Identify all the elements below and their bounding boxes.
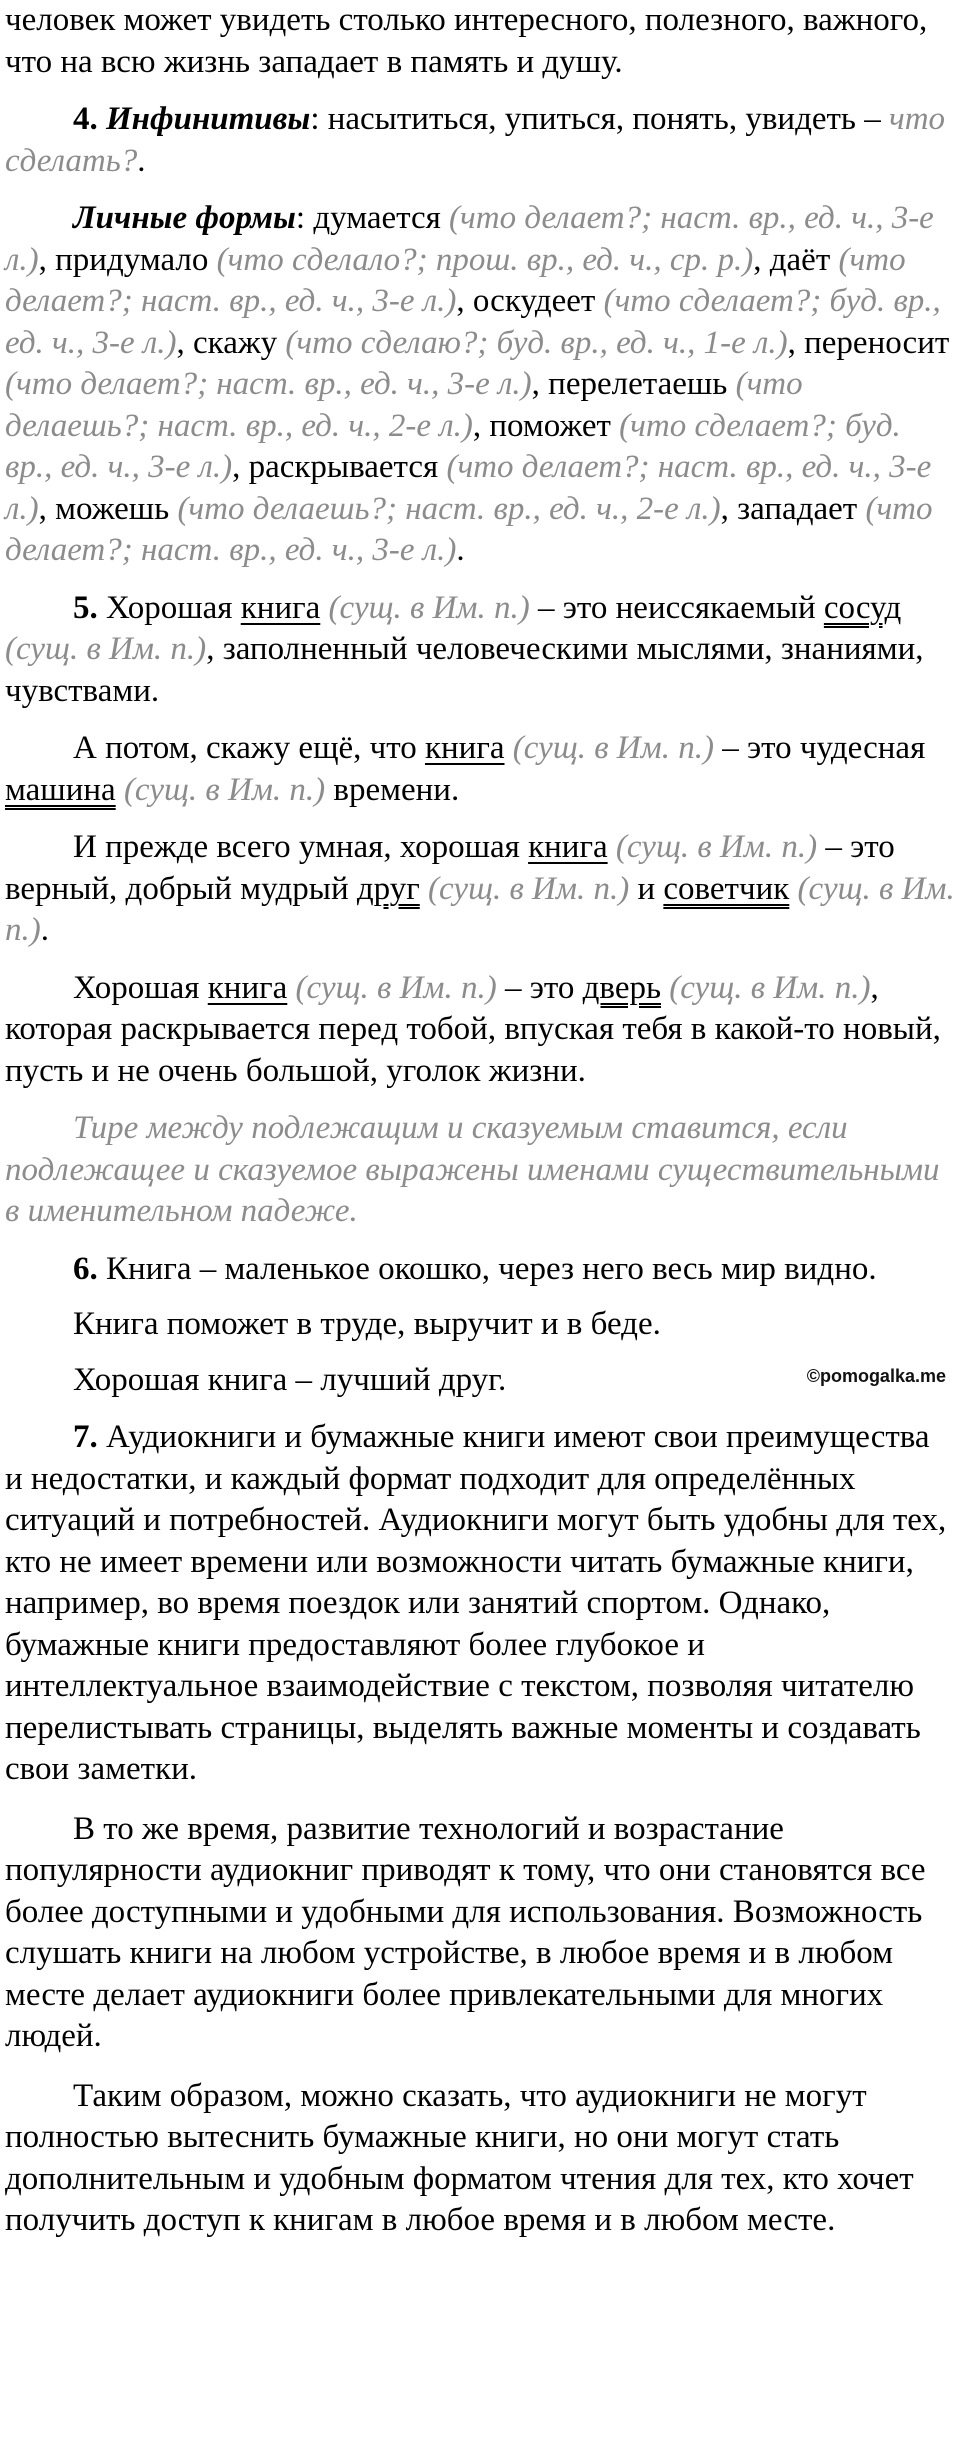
predicate-word: дверь: [582, 969, 662, 1006]
verb-form: , раскрывается: [232, 449, 447, 485]
verb-form: , можешь: [38, 490, 178, 527]
verb-form: : думается: [295, 200, 450, 236]
task-5-paragraph-3: [5, 827, 955, 952]
punctuation: .: [137, 142, 146, 179]
sentence-text: Хорошая: [73, 969, 208, 1006]
sentence-text: – это: [496, 969, 583, 1006]
sentence-text: Хорошая: [97, 589, 241, 626]
infinitives-list: : насытиться, упиться, понять, увидеть –: [310, 101, 889, 137]
task-4-infinitives: [5, 99, 955, 182]
intro-paragraph: человек может увидеть столько интересного, полезного, важного, что на всю жизнь западает в память и душу.: [5, 2, 928, 80]
verb-form: , западает: [720, 490, 866, 527]
word-annotation: (сущ. в Им. п.): [5, 631, 207, 667]
task-number: 4.: [73, 101, 98, 137]
subject-word: книга: [207, 969, 288, 1006]
verb-annotation: (что делает?; наст. вр., ед. ч., 3-е л.): [5, 490, 933, 568]
proverb-text: Книга – маленькое окошко, через него весь мир видно.: [97, 1250, 877, 1287]
verb-form: , поможет: [472, 407, 620, 444]
sentence-text: – это верный, добрый мудрый: [5, 829, 895, 907]
verb-annotation: (что сделаю?; буд. вр., ед. ч., 1-е л.): [285, 324, 788, 361]
subject-word: книга: [240, 589, 321, 626]
verb-form: , скажу: [176, 324, 286, 361]
sentence-text: и: [629, 870, 664, 907]
sentence-text: И прежде всего умная, хорошая: [73, 829, 529, 865]
task-5-paragraph-1: [5, 588, 955, 713]
essay-text: Аудиокниги и бумажные книги имеют свои преимущества и недостатки, и каждый формат подходит для определённых ситуаций и потребностей. Аудиокниги могут быть удобны для тех, кто не имеет времени или возможности читать бумажные книги, например, во время поездок или занятий спортом. Однако, бумажные книги предоставляют более глубокое и интеллектуальное взаимодействие с текстом, позволяя читателю перелистывать страницы, выделять важные моменты и создавать свои заметки.: [5, 1419, 947, 1787]
verb-annotation: (что сделало?; прош. вр., ед. ч., ср. р.): [216, 241, 754, 278]
infinitives-question: что сделать?: [5, 101, 946, 179]
task-number: 6.: [73, 1250, 98, 1287]
verb-form: , перелетаешь: [531, 366, 736, 402]
word-annotation: (сущ. в Им. п.): [287, 969, 497, 1006]
task-6-paragraph-2: Книга поможет в труде, выручит и в беде.: [73, 1306, 661, 1342]
personal-forms-label: Личные формы: [73, 200, 296, 236]
subject-word: книга: [424, 730, 505, 766]
task-4-personal-forms: [5, 198, 955, 572]
word-annotation: (сущ. в Им. п.): [607, 829, 818, 865]
subject-word: книга: [528, 829, 608, 865]
sentence-text: , заполненный человеческими мыслями, знаниями, чувствами.: [5, 631, 924, 709]
punctuation: .: [40, 912, 49, 948]
word-annotation: (сущ. в Им. п.): [115, 771, 326, 808]
verb-annotation: (что сделает?; буд. вр., ед. ч., 3-е л.): [5, 283, 941, 361]
sentence-text: – это чудесная: [713, 730, 926, 766]
task-6-paragraph-3: Хорошая книга – лучший друг.: [73, 1361, 507, 1398]
verb-annotation: (что делаешь?; наст. вр., ед. ч., 2-е л.): [5, 366, 803, 444]
sentence-text: времени.: [325, 771, 460, 808]
word-annotation: (сущ. в Им. п.): [661, 969, 871, 1006]
predicate-word: советчик: [663, 870, 790, 907]
infinitives-label: Инфинитивы: [106, 101, 311, 137]
task-number: 7.: [73, 1419, 98, 1455]
word-annotation: (сущ. в Им. п.): [320, 589, 530, 626]
verb-form: , оскудеет: [456, 283, 604, 319]
task-7-paragraph-2: В то же время, развитие технологий и возрастание популярности аудиокниг приводят к тому, что они становятся все более доступными и удобными для использования. Возможность слушать книги на любом устройстве, в любое время и в любом месте делает аудиокниги более привлекательными для многих людей.: [5, 1810, 926, 2054]
task-6-paragraph-1: [5, 1249, 955, 1291]
sentence-text: – это неиссякаемый: [529, 589, 824, 626]
punctuation-rule-note: Тире между подлежащим и сказуемым ставится, если подлежащее и сказуемое выражены именами существительными в именительном падеже.: [5, 1110, 940, 1229]
task-5-paragraph-2: [5, 728, 955, 811]
predicate-word: машина: [5, 771, 116, 808]
word-annotation: (сущ. в Им. п.): [5, 870, 955, 948]
verb-annotation: (что делает?; наст. вр., ед. ч., 3-е л.): [5, 241, 906, 319]
task-7-paragraph-1: [5, 1417, 955, 1791]
verb-annotation: (что делаешь?; наст. вр., ед. ч., 2-е л.): [177, 490, 721, 527]
verb-form: , придумало: [38, 241, 217, 278]
task-number: 5.: [73, 589, 98, 626]
punctuation: .: [456, 532, 465, 568]
predicate-word: сосуд: [823, 589, 902, 626]
sentence-text: А потом, скажу ещё, что: [73, 730, 425, 766]
predicate-word: друг: [356, 870, 420, 907]
verb-annotation: (что сделает?; буд. вр., ед. ч., 3-е л.): [5, 407, 901, 485]
verb-form: , переносит: [787, 324, 950, 361]
word-annotation: (сущ. в Им. п.): [504, 730, 714, 766]
word-annotation: (сущ. в Им. п.): [419, 870, 630, 907]
sentence-text: , которая раскрывается перед тобой, впуская тебя в какой-то новый, пусть и не очень большой, уголок жизни.: [5, 969, 941, 1089]
task-7-paragraph-3: Таким образом, можно сказать, что аудиокниги не могут полностью вытеснить бумажные книги, но они могут стать дополнительным и удобным форматом чтения для тех, кто хочет получить доступ к книгам в любое время и в любом месте.: [5, 2077, 914, 2238]
verb-annotation: (что делает?; наст. вр., ед. ч., 3-е л.): [5, 200, 934, 278]
watermark: ©pomogalka.me: [806, 1366, 946, 1386]
verb-annotation: (что делает?; наст. вр., ед. ч., 3-е л.): [5, 366, 532, 402]
verb-annotation: (что делает?; наст. вр., ед. ч., 3-е л.): [5, 449, 932, 527]
task-5-paragraph-4: [5, 968, 955, 1093]
document-page: [5, 0, 955, 2242]
verb-form: , даёт: [753, 241, 839, 278]
